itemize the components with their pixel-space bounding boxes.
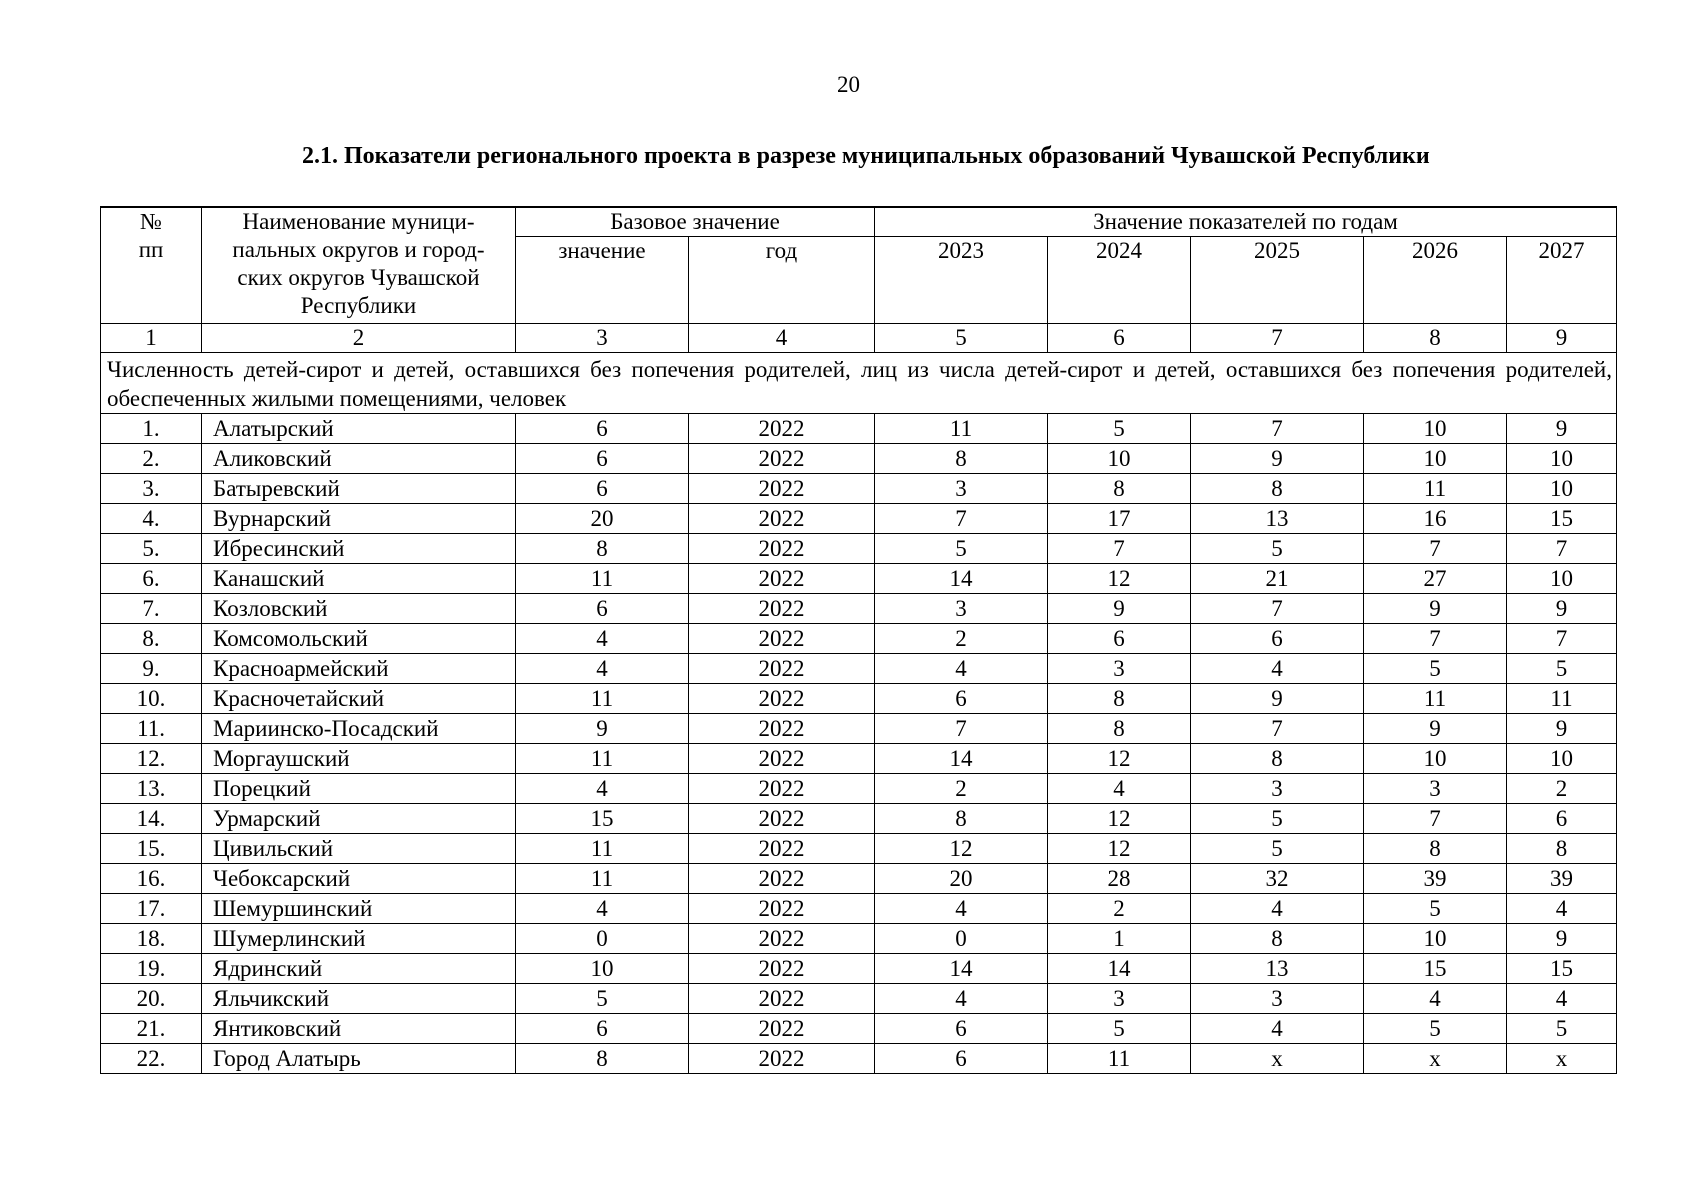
base-year: 2022 [689,654,875,684]
base-value: 5 [516,984,689,1014]
table-row [101,654,1617,684]
value-2025: 8 [1191,744,1364,774]
row-number: 9. [101,654,202,684]
value-2026: 7 [1364,804,1507,834]
base-value: 10 [516,954,689,984]
value-2025: 32 [1191,864,1364,894]
table-row [101,624,1617,654]
base-year: 2022 [689,504,875,534]
row-number: 6. [101,564,202,594]
value-2023: 6 [875,1044,1048,1074]
value-2026: 5 [1364,1014,1507,1044]
column-number: 1 [101,324,202,353]
header-base-group: Базовое значение [516,207,875,237]
base-value: 4 [516,774,689,804]
value-2026: 8 [1364,834,1507,864]
value-2023: 3 [875,474,1048,504]
value-2024: 4 [1048,774,1191,804]
value-2024: 1 [1048,924,1191,954]
base-value: 11 [516,564,689,594]
base-value: 4 [516,624,689,654]
table-row [101,744,1617,774]
value-2025: 5 [1191,804,1364,834]
header-year-2025: 2025 [1191,237,1364,324]
base-value: 6 [516,444,689,474]
value-2026: 3 [1364,774,1507,804]
municipality-name: Порецкий [202,774,516,804]
value-2025: 4 [1191,1014,1364,1044]
value-2024: 2 [1048,894,1191,924]
value-2024: 9 [1048,594,1191,624]
value-2025: 4 [1191,654,1364,684]
table-row [101,834,1617,864]
value-2026: 5 [1364,894,1507,924]
page-number: 20 [837,72,860,97]
value-2024: 8 [1048,684,1191,714]
base-year: 2022 [689,624,875,654]
header-base-value: значение [516,237,689,324]
value-2026: 9 [1364,594,1507,624]
value-2023: 2 [875,774,1048,804]
value-2027: 11 [1507,684,1617,714]
base-year: 2022 [689,744,875,774]
value-2023: 2 [875,624,1048,654]
base-year: 2022 [689,1044,875,1074]
base-year: 2022 [689,924,875,954]
value-2023: 14 [875,954,1048,984]
municipality-name: Козловский [202,594,516,624]
table-row [101,474,1617,504]
municipality-name: Цивильский [202,834,516,864]
value-2023: 20 [875,864,1048,894]
value-2025: 9 [1191,444,1364,474]
municipality-name: Шумерлинский [202,924,516,954]
value-2025: 5 [1191,534,1364,564]
base-value: 8 [516,1044,689,1074]
municipality-name: Ядринский [202,954,516,984]
value-2025: 8 [1191,924,1364,954]
value-2024: 17 [1048,504,1191,534]
value-2027: 2 [1507,774,1617,804]
row-number: 4. [101,504,202,534]
table-row [101,444,1617,474]
municipality-name: Яльчикский [202,984,516,1014]
municipality-name: Мариинско-Посадский [202,714,516,744]
value-2025: 8 [1191,474,1364,504]
value-2026: 11 [1364,684,1507,714]
value-2025: 21 [1191,564,1364,594]
base-year: 2022 [689,954,875,984]
header-name-line: ских округов Чувашской [237,265,480,290]
value-2023: 3 [875,594,1048,624]
value-2023: 4 [875,984,1048,1014]
column-number: 4 [689,324,875,353]
header-num-line: № [140,209,162,234]
value-2027: 8 [1507,834,1617,864]
value-2026: 10 [1364,924,1507,954]
base-year: 2022 [689,474,875,504]
row-number: 3. [101,474,202,504]
base-year: 2022 [689,894,875,924]
section-title: Численность детей-сирот и детей, оставшихся без попечения родителей, лиц из числа детей-сирот и детей, оставшихся без попечения родителей, обеспеченных жилыми помещениями, человек [101,353,1617,414]
base-value: 0 [516,924,689,954]
base-value: 8 [516,534,689,564]
value-2023: 6 [875,1014,1048,1044]
value-2027: 10 [1507,444,1617,474]
base-value: 6 [516,594,689,624]
value-2027: 7 [1507,534,1617,564]
value-2023: 8 [875,444,1048,474]
value-2027: 5 [1507,1014,1617,1044]
municipality-name: Красноармейский [202,654,516,684]
row-number: 16. [101,864,202,894]
row-number: 7. [101,594,202,624]
value-2025: 3 [1191,774,1364,804]
header-name-line: Наименование муници- [242,209,475,234]
value-2026: 27 [1364,564,1507,594]
value-2023: 8 [875,804,1048,834]
value-2024: 5 [1048,1014,1191,1044]
base-value: 4 [516,894,689,924]
base-year: 2022 [689,444,875,474]
value-2023: 12 [875,834,1048,864]
base-year: 2022 [689,594,875,624]
value-2026: 11 [1364,474,1507,504]
row-number: 1. [101,414,202,444]
municipality-name: Янтиковский [202,1014,516,1044]
base-value: 6 [516,414,689,444]
indicators-table [100,206,1617,1074]
table-row [101,564,1617,594]
value-2025: 3 [1191,984,1364,1014]
row-number: 21. [101,1014,202,1044]
column-number: 2 [202,324,516,353]
table-row [101,504,1617,534]
base-value: 6 [516,474,689,504]
base-value: 11 [516,684,689,714]
base-value: 15 [516,804,689,834]
value-2026: х [1364,1044,1507,1074]
table-row [101,774,1617,804]
row-number: 18. [101,924,202,954]
value-2025: 9 [1191,684,1364,714]
value-2026: 7 [1364,534,1507,564]
value-2025: 7 [1191,594,1364,624]
value-2024: 12 [1048,744,1191,774]
municipality-name: Канашский [202,564,516,594]
column-number: 5 [875,324,1048,353]
value-2023: 5 [875,534,1048,564]
value-2025: 4 [1191,894,1364,924]
table-row [101,804,1617,834]
row-number: 15. [101,834,202,864]
value-2024: 7 [1048,534,1191,564]
base-value: 20 [516,504,689,534]
base-year: 2022 [689,804,875,834]
value-2024: 10 [1048,444,1191,474]
value-2024: 14 [1048,954,1191,984]
value-2026: 15 [1364,954,1507,984]
value-2026: 10 [1364,444,1507,474]
value-2024: 3 [1048,984,1191,1014]
header-name-line: Республики [300,293,417,318]
municipality-name: Чебоксарский [202,864,516,894]
value-2024: 6 [1048,624,1191,654]
header-base-year: год [689,237,875,324]
municipality-name: Аликовский [202,444,516,474]
value-2023: 11 [875,414,1048,444]
section-row [101,353,1617,414]
row-number: 13. [101,774,202,804]
value-2024: 12 [1048,564,1191,594]
value-2023: 7 [875,714,1048,744]
table-row [101,684,1617,714]
value-2027: 10 [1507,744,1617,774]
value-2024: 5 [1048,414,1191,444]
row-number: 19. [101,954,202,984]
value-2027: 10 [1507,564,1617,594]
value-2026: 39 [1364,864,1507,894]
table-row [101,864,1617,894]
table-row [101,894,1617,924]
table-row [101,1014,1617,1044]
value-2027: 7 [1507,624,1617,654]
base-value: 11 [516,834,689,864]
table-row [101,1044,1617,1074]
value-2025: 13 [1191,954,1364,984]
value-2024: 12 [1048,804,1191,834]
value-2027: 5 [1507,654,1617,684]
header-year-2027: 2027 [1507,237,1617,324]
value-2026: 10 [1364,414,1507,444]
municipality-name: Батыревский [202,474,516,504]
value-2026: 9 [1364,714,1507,744]
value-2023: 14 [875,564,1048,594]
table-row [101,984,1617,1014]
value-2027: 9 [1507,924,1617,954]
municipality-name: Город Алатырь [202,1044,516,1074]
header-year-2023: 2023 [875,237,1048,324]
municipality-name: Красночетайский [202,684,516,714]
value-2023: 14 [875,744,1048,774]
value-2026: 10 [1364,744,1507,774]
row-number: 5. [101,534,202,564]
municipality-name: Урмарский [202,804,516,834]
value-2024: 12 [1048,834,1191,864]
row-number: 20. [101,984,202,1014]
municipality-name: Моргаушский [202,744,516,774]
header-num-cell [101,207,202,324]
value-2027: 4 [1507,984,1617,1014]
base-year: 2022 [689,684,875,714]
base-value: 4 [516,654,689,684]
table-row [101,594,1617,624]
value-2023: 7 [875,504,1048,534]
header-row-1 [101,207,1617,237]
value-2027: 9 [1507,714,1617,744]
base-year: 2022 [689,534,875,564]
row-number: 22. [101,1044,202,1074]
municipality-name: Шемуршинский [202,894,516,924]
row-number: 17. [101,894,202,924]
value-2027: 10 [1507,474,1617,504]
base-year: 2022 [689,564,875,594]
value-2027: 15 [1507,504,1617,534]
value-2027: 15 [1507,954,1617,984]
value-2023: 4 [875,654,1048,684]
value-2024: 28 [1048,864,1191,894]
value-2025: 7 [1191,414,1364,444]
base-value: 9 [516,714,689,744]
base-year: 2022 [689,984,875,1014]
header-years-group: Значение показателей по годам [875,207,1617,237]
value-2026: 5 [1364,654,1507,684]
value-2027: 39 [1507,864,1617,894]
header-num-line: пп [138,237,164,262]
value-2024: 3 [1048,654,1191,684]
header-name-cell [202,207,516,324]
table-body [101,207,1617,1074]
header-year-2026: 2026 [1364,237,1507,324]
value-2024: 8 [1048,474,1191,504]
table-row [101,954,1617,984]
value-2026: 7 [1364,624,1507,654]
value-2024: 11 [1048,1044,1191,1074]
value-2026: 4 [1364,984,1507,1014]
header-year-2024: 2024 [1048,237,1191,324]
value-2025: 5 [1191,834,1364,864]
municipality-name: Вурнарский [202,504,516,534]
column-number: 9 [1507,324,1617,353]
base-value: 11 [516,864,689,894]
row-number: 2. [101,444,202,474]
value-2025: 6 [1191,624,1364,654]
value-2027: 9 [1507,414,1617,444]
value-2027: 9 [1507,594,1617,624]
header-name-line: пальных округов и город- [232,237,485,262]
base-year: 2022 [689,834,875,864]
column-number: 3 [516,324,689,353]
row-number: 12. [101,744,202,774]
value-2025: х [1191,1044,1364,1074]
table-row [101,534,1617,564]
value-2027: х [1507,1044,1617,1074]
base-year: 2022 [689,864,875,894]
value-2027: 4 [1507,894,1617,924]
row-number: 14. [101,804,202,834]
column-number: 8 [1364,324,1507,353]
base-value: 11 [516,744,689,774]
municipality-name: Алатырский [202,414,516,444]
base-year: 2022 [689,414,875,444]
column-number: 7 [1191,324,1364,353]
table-row [101,924,1617,954]
row-number: 10. [101,684,202,714]
municipality-name: Комсомольский [202,624,516,654]
value-2023: 0 [875,924,1048,954]
column-number: 6 [1048,324,1191,353]
value-2026: 16 [1364,504,1507,534]
column-numbers-row [101,324,1617,353]
base-year: 2022 [689,714,875,744]
value-2024: 8 [1048,714,1191,744]
base-year: 2022 [689,1014,875,1044]
value-2025: 7 [1191,714,1364,744]
row-number: 11. [101,714,202,744]
page-title: 2.1. Показатели регионального проекта в разрезе муниципальных образований Чувашской Республики [302,143,1430,169]
base-year: 2022 [689,774,875,804]
municipality-name: Ибресинский [202,534,516,564]
value-2023: 4 [875,894,1048,924]
base-value: 6 [516,1014,689,1044]
table-row [101,414,1617,444]
value-2027: 6 [1507,804,1617,834]
value-2025: 13 [1191,504,1364,534]
row-number: 8. [101,624,202,654]
table-row [101,714,1617,744]
value-2023: 6 [875,684,1048,714]
